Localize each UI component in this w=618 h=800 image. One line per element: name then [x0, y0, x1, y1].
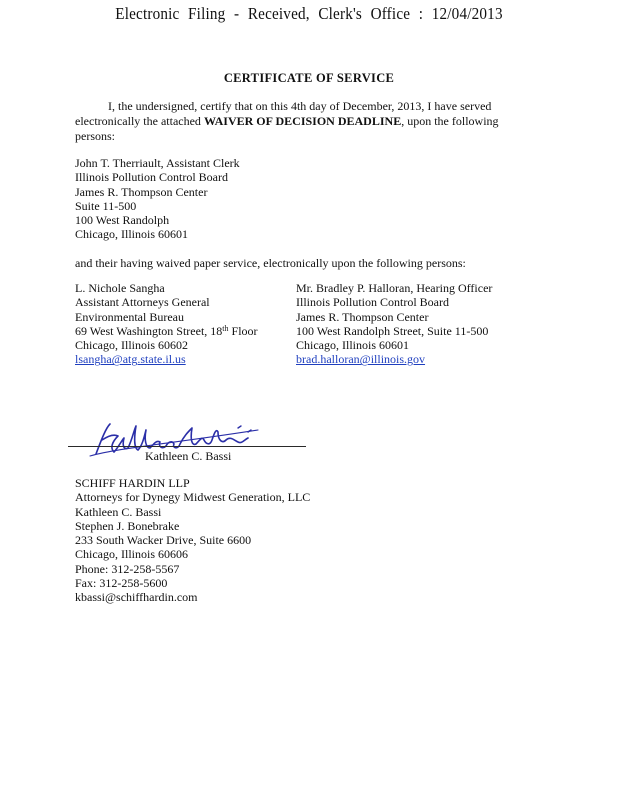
- firm-line: 233 South Wacker Drive, Suite 6600: [75, 533, 252, 548]
- contact-line: Chicago, Illinois 60601: [296, 338, 409, 353]
- address-line: Suite 11-500: [75, 198, 137, 213]
- contact-line: Chicago, Illinois 60602: [75, 338, 188, 353]
- contact-line: L. Nichole Sangha: [75, 281, 165, 295]
- contact-line: 100 West Randolph Street, Suite 11-500: [296, 323, 489, 338]
- address-line: John T. Therriault, Assistant Clerk: [75, 156, 240, 170]
- intro-text: I, the undersigned, certify that on this 4th day of December, 2013, I have served electronically the attached: [75, 99, 492, 128]
- recipient-address: [75, 156, 240, 242]
- address-line: James R. Thompson Center: [75, 184, 208, 199]
- waived-service-text: and their having waived paper service, electronically upon the following persons:: [75, 256, 466, 270]
- address-line: 100 West Randolph: [75, 213, 170, 228]
- signature-line: [68, 446, 306, 447]
- document-title: CERTIFICATE OF SERVICE: [223, 71, 395, 85]
- contact-street-line: 69 West Washington Street, 18th Floor: [75, 323, 258, 338]
- service-contact-left: [75, 281, 258, 367]
- served-document-name: WAIVER OF DECISION DEADLINE: [203, 114, 402, 128]
- firm-signature-block: [75, 476, 310, 605]
- contact-line: Assistant Attorneys General: [75, 295, 210, 310]
- firm-line: kbassi@schiffhardin.com: [75, 590, 198, 605]
- contact-line: Illinois Pollution Control Board: [296, 295, 450, 310]
- contact-line: James R. Thompson Center: [296, 309, 429, 324]
- certification-paragraph: [75, 99, 515, 144]
- email-link[interactable]: brad.halloran@illinois.gov: [296, 352, 426, 367]
- firm-line: Chicago, Illinois 60606: [75, 547, 188, 562]
- firm-line: Attorneys for Dynegy Midwest Generation, LLC: [75, 490, 311, 505]
- contact-line: Mr. Bradley P. Halloran, Hearing Officer: [296, 281, 493, 295]
- firm-line: Phone: 312-258-5567: [75, 561, 180, 576]
- email-link[interactable]: lsangha@atg.state.il.us: [75, 352, 186, 367]
- service-contact-right: [296, 281, 492, 367]
- firm-line: Stephen J. Bonebrake: [75, 518, 180, 533]
- firm-line: Kathleen C. Bassi: [75, 504, 162, 519]
- contact-line: Environmental Bureau: [75, 309, 184, 324]
- address-line: Chicago, Illinois 60601: [75, 227, 188, 242]
- efiling-header: Electronic Filing - Received, Clerk's Office : 12/04/2013: [115, 4, 503, 23]
- address-line: Illinois Pollution Control Board: [75, 170, 229, 185]
- firm-line: SCHIFF HARDIN LLP: [75, 476, 190, 490]
- signer-name: Kathleen C. Bassi: [145, 449, 232, 463]
- firm-line: Fax: 312-258-5600: [75, 576, 168, 591]
- intro-text-end: , upon the following persons:: [75, 114, 499, 143]
